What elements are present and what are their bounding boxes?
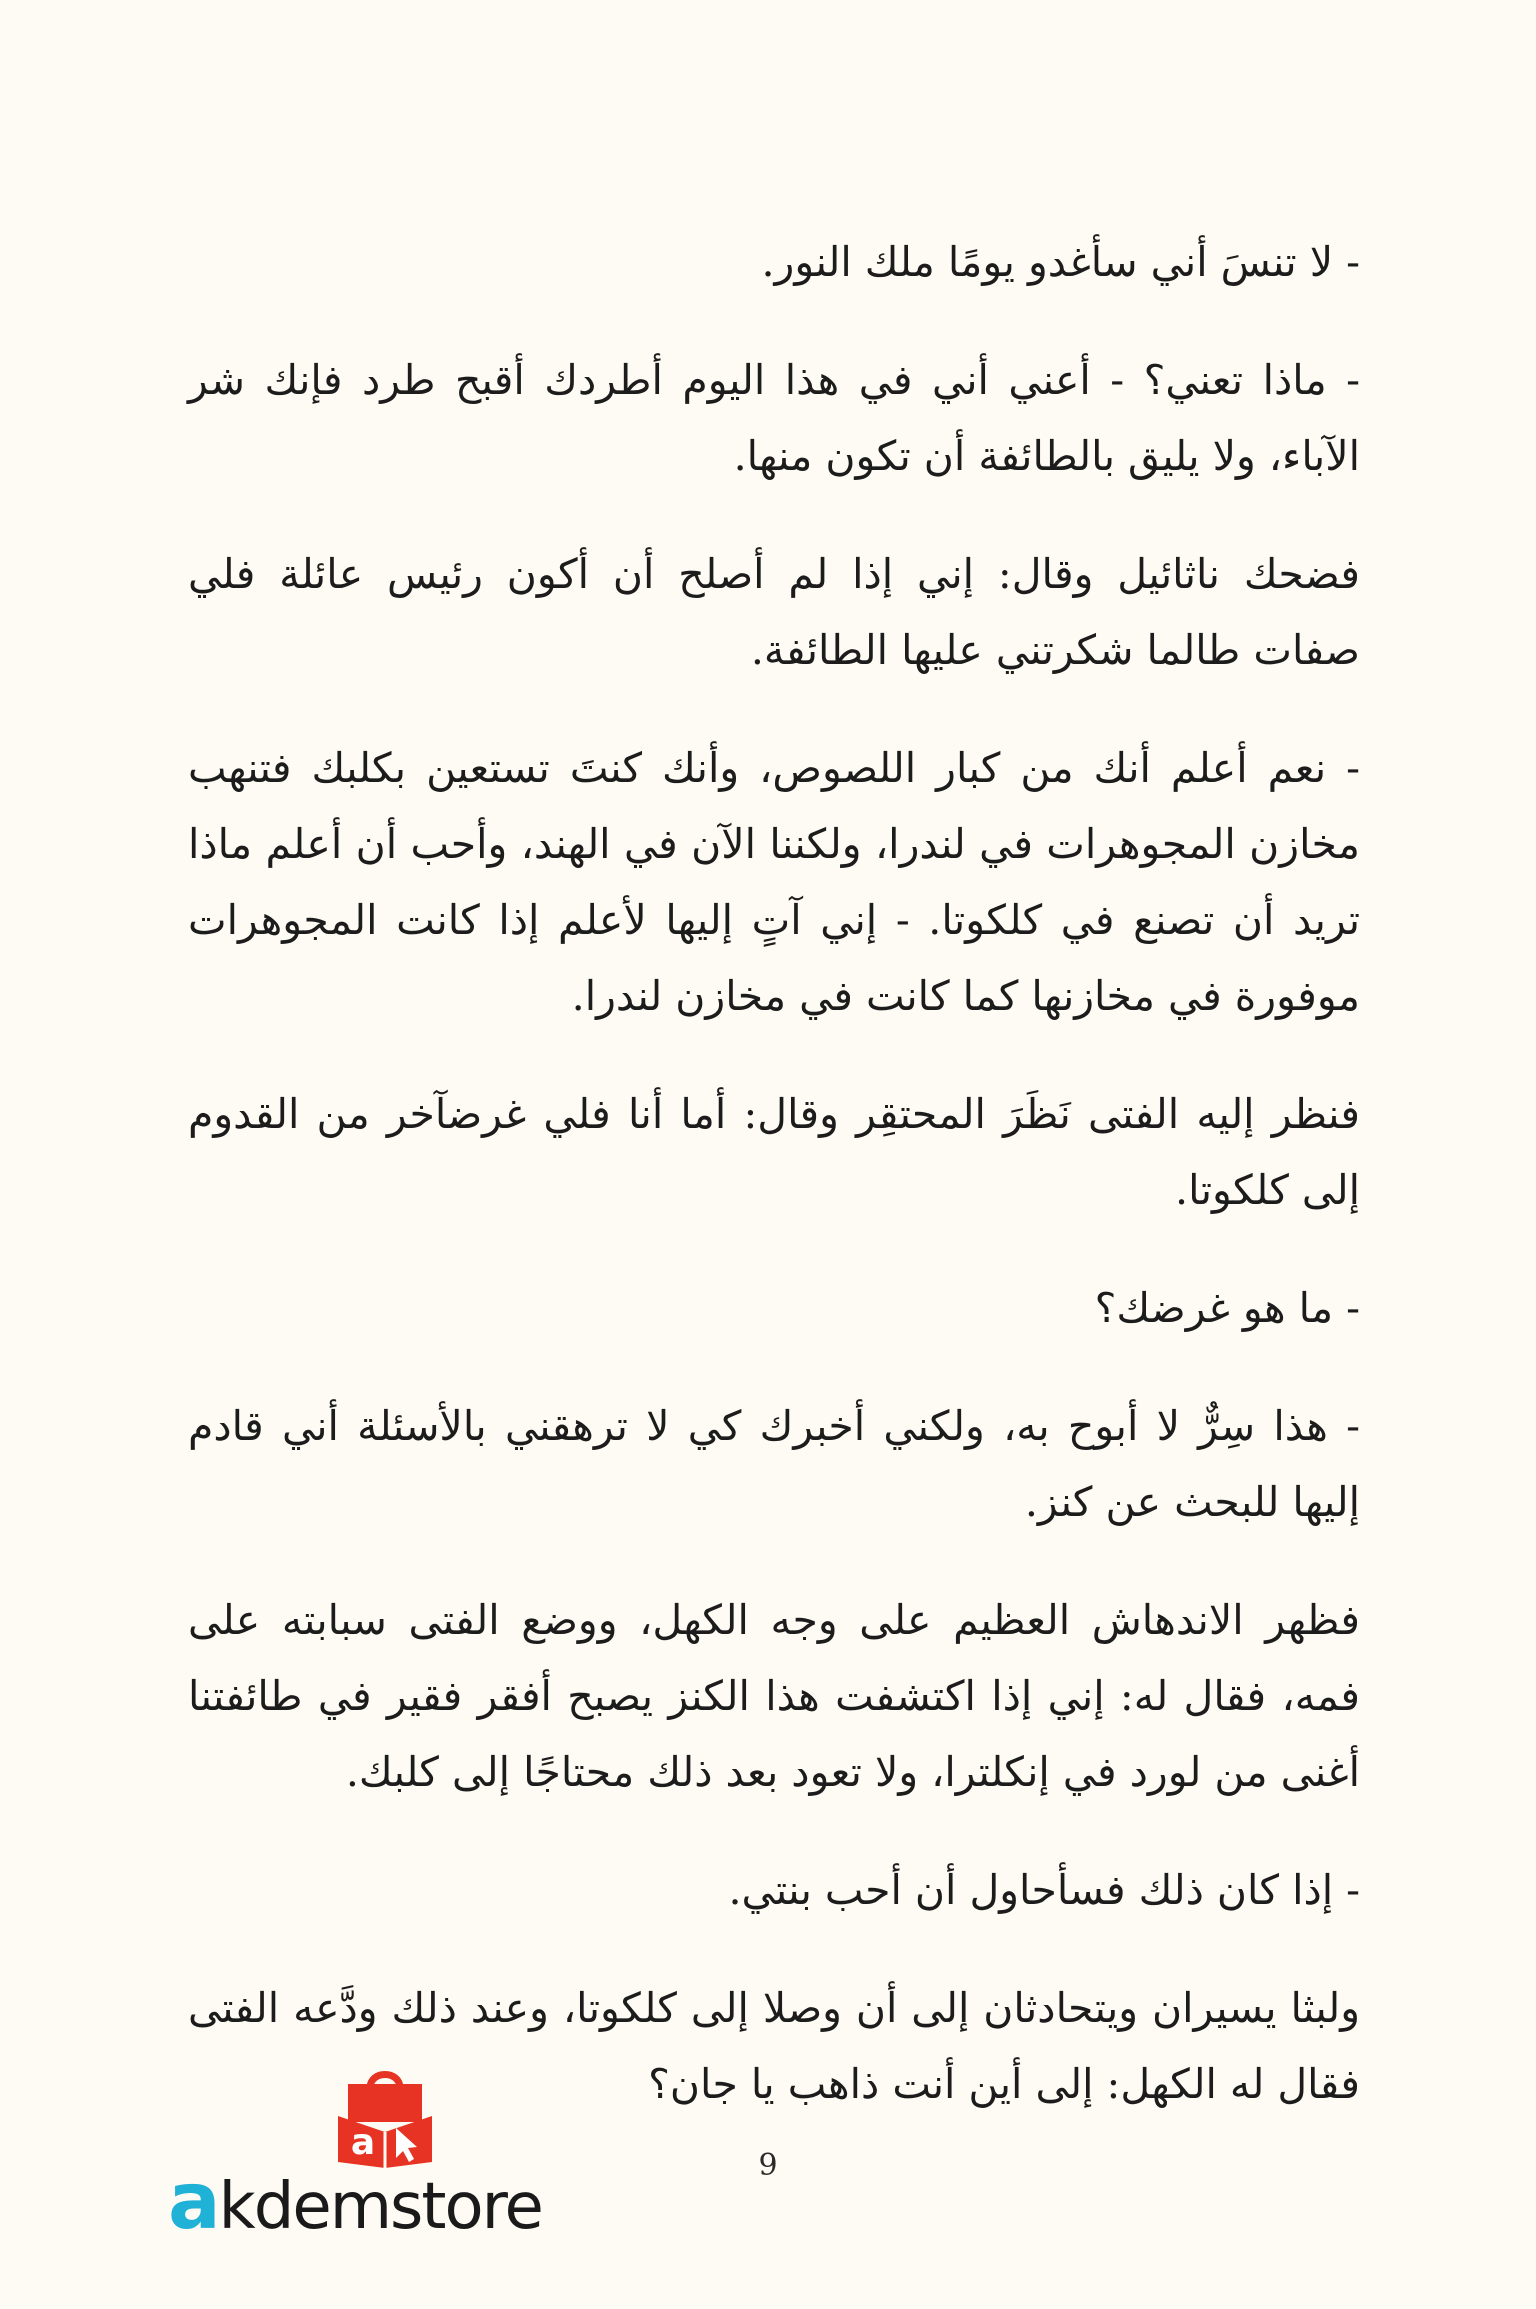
shopping-bag-book-icon xyxy=(330,2062,440,2170)
page-number: 9 xyxy=(758,2148,778,2183)
paragraph-1: - لا تنسَ أني سأغدو يومًا ملك النور. xyxy=(761,238,1360,286)
paragraph-4: - نعم أعلم أنك من كبار اللصوص، وأنك كنتَ تستعين بكلبك فتنهب مخازن المجوهرات في لندرا، ولكننا الآن في الهند، وأحب أن أعلم ماذا تريد أن تصنع في كلكوتا. - إني آتٍ إليها لأعلم إذا كانت المجوهرات موفورة في مخازنها كما كانت في مخازن لندرا. xyxy=(188,744,1360,1020)
akdemstore-logo xyxy=(168,2062,608,2247)
paragraph-10: ولبثا يسيران ويتحادثان إلى أن وصلا إلى كلكوتا، وعند ذلك ودَّعه الفتى فقال له الكهل: إلى أين أنت ذاهب يا جان؟ xyxy=(188,1984,1360,2108)
logo-wordmark-accent: a xyxy=(168,2157,219,2247)
paragraph-3: فضحك ناثائيل وقال: إني إذا لم أصلح أن أكون رئيس عائلة فلي صفات طالما شكرتني عليها الطائفة. xyxy=(188,550,1360,674)
paragraph-7: - هذا سِرٌّ لا أبوح به، ولكني أخبرك كي لا ترهقني بالأسئلة أني قادم إليها للبحث عن كنز. xyxy=(188,1402,1360,1526)
paragraph-9: - إذا كان ذلك فسأحاول أن أحب بنتي. xyxy=(728,1866,1360,1914)
body-text xyxy=(188,224,1360,2164)
logo-wordmark xyxy=(168,2157,608,2247)
logo-wordmark-rest: kdemstore xyxy=(218,2170,542,2244)
logo-icon-letter: a xyxy=(350,2122,376,2163)
paragraph-6: - ما هو غرضك؟ xyxy=(1094,1284,1360,1332)
paragraph-8: فظهر الاندهاش العظيم على وجه الكهل، ووضع الفتى سبابته على فمه، فقال له: إني إذا اكتشفت هذا الكنز يصبح أفقر فقير في طائفتنا أغنى من لورد في إنكلترا، ولا تعود بعد ذلك محتاجًا إلى كلبك. xyxy=(188,1596,1360,1796)
paragraph-2: - ماذا تعني؟ - أعني أني في هذا اليوم أطردك أقبح طرد فإنك شر الآباء، ولا يليق بالطائفة أن تكون منها. xyxy=(188,356,1360,480)
paragraph-5: فنظر إليه الفتى نَظَرَ المحتقِر وقال: أما أنا فلي غرضآخر من القدوم إلى كلكوتا. xyxy=(188,1090,1360,1214)
